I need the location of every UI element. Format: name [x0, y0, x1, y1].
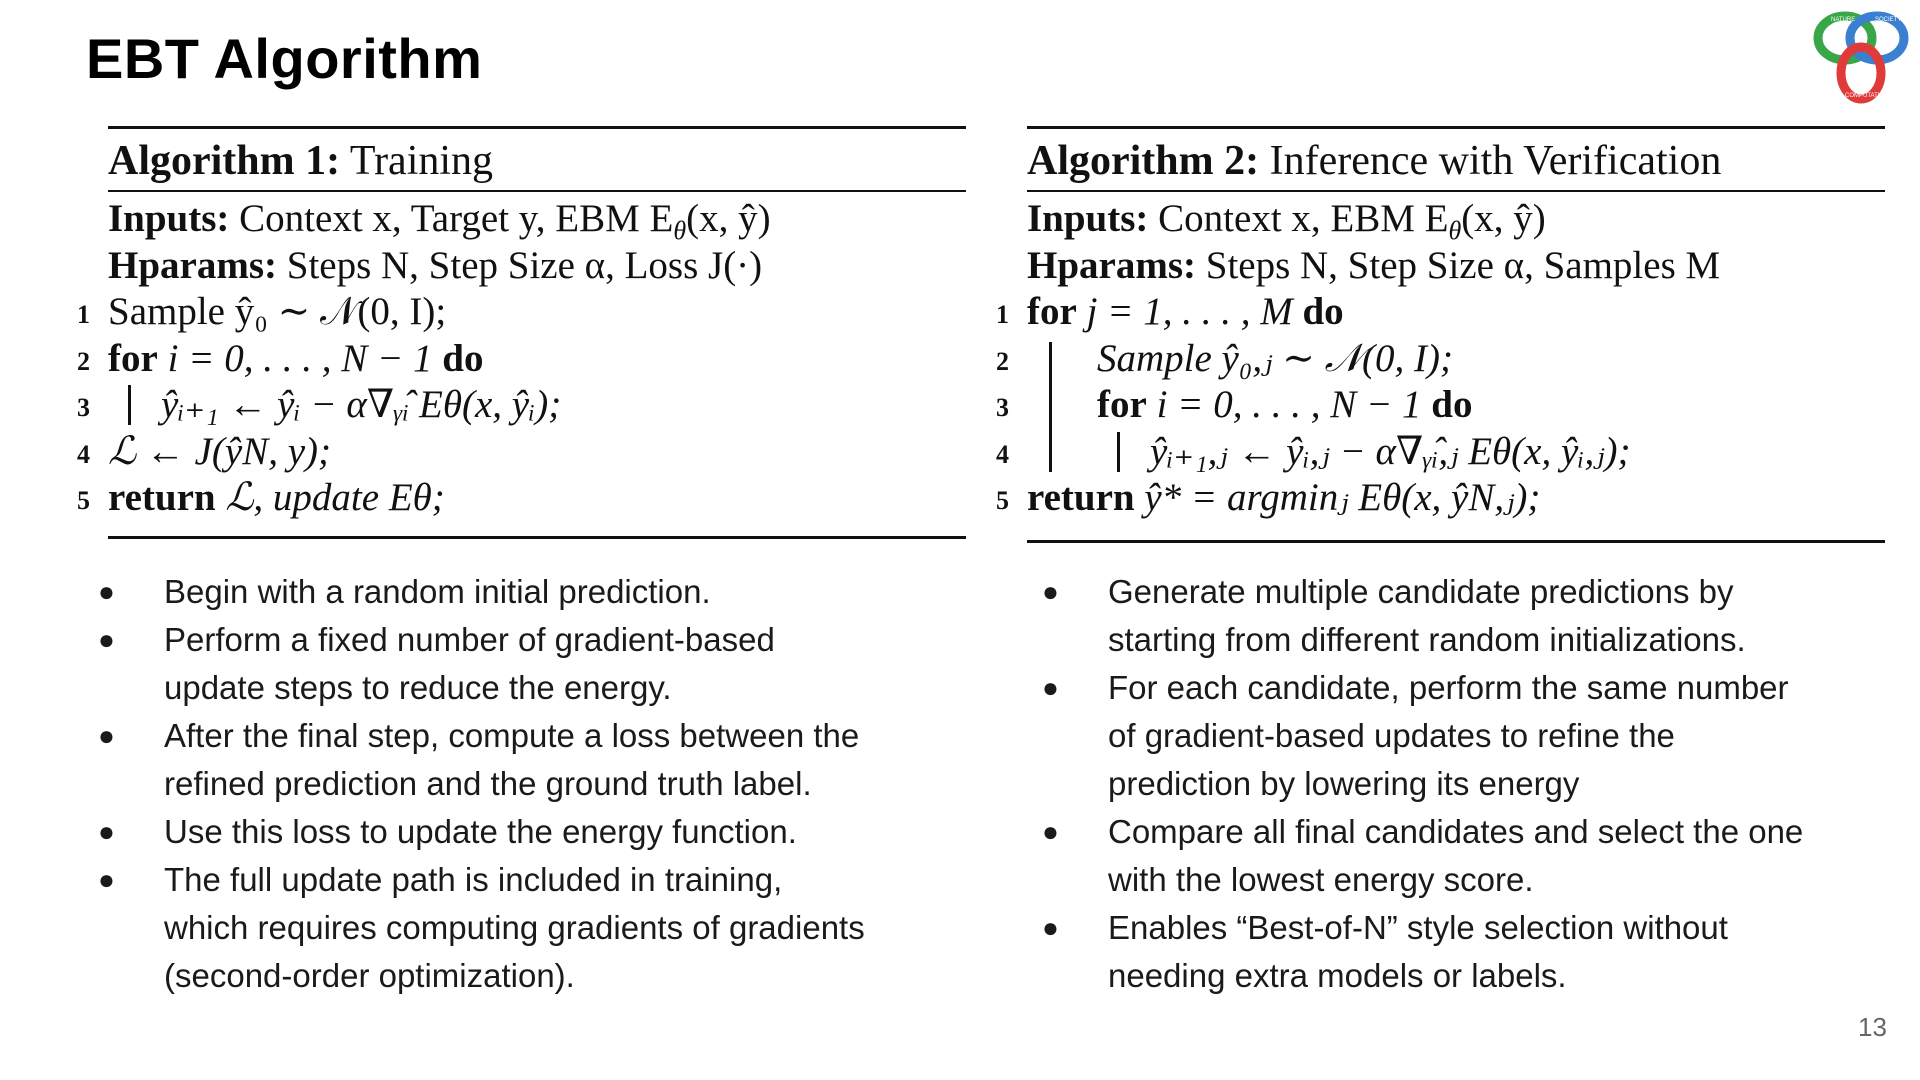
bullet-dot: ● — [98, 816, 115, 847]
algo1-inputs-tail: (x, ŷ) — [686, 197, 771, 240]
bullet-text: The full update path is included in training, — [164, 861, 783, 898]
keyword-return: return — [108, 476, 216, 519]
list-item — [96, 856, 956, 1000]
bullet-text: of gradient-based updates to refine the — [1108, 717, 1675, 754]
algo1-hparams-label: Hparams: — [108, 243, 277, 287]
bullet-text: Perform a fixed number of gradient-based — [164, 621, 775, 658]
algo2-inputs-text: Context x, EBM E — [1158, 197, 1449, 240]
right-bullet-list — [1040, 568, 1900, 1000]
indent-bar — [1117, 432, 1120, 472]
bullet-dot: ● — [1042, 816, 1059, 847]
line-number: 3 — [77, 393, 90, 422]
left-bullet-list — [96, 568, 956, 1000]
bullet-text: Compare all final candidates and select the one — [1108, 813, 1804, 850]
algo2-line-2 — [996, 336, 1885, 383]
line-number: 2 — [77, 346, 90, 376]
bullet-text: which requires computing gradients of gradients — [164, 909, 865, 946]
algo2-line-5 — [996, 475, 1885, 522]
line-number: 5 — [996, 486, 1009, 515]
bullet-text: starting from different random initializations. — [1108, 621, 1746, 658]
slide-title: EBT Algorithm — [86, 27, 483, 90]
bullet-text: Begin with a random initial prediction. — [164, 573, 711, 610]
algo1-inputs-line: Inputs: Context x, Target y, EBM $E_\theta(x$, ŷ) — [108, 197, 771, 245]
algo2-hparams-line — [1027, 243, 1885, 290]
algo1-line-5 — [77, 475, 966, 522]
keyword-do: do — [442, 336, 484, 380]
bullet-text: update steps to reduce the energy. — [164, 669, 672, 706]
bullet-text: with the lowest energy score. — [1108, 861, 1534, 898]
algo1-line-4-text: ℒ ← J(ŷN, y); — [108, 429, 331, 473]
nature-society-computation-logo — [1805, 5, 1915, 105]
algo1-hparams-line — [108, 243, 966, 290]
bullet-dot: ● — [98, 864, 115, 895]
bullet-text: For each candidate, perform the same number — [1108, 669, 1789, 706]
line-number: 1 — [77, 300, 90, 329]
algo2-header-title: Inference with Verification — [1269, 138, 1722, 184]
list-item — [1040, 808, 1900, 904]
logo-text-society: SOCIETY — [1875, 17, 1902, 23]
algo1-inputs-label: Inputs: — [108, 197, 230, 240]
algo2-line-3 — [996, 382, 1885, 429]
algo2-hparams-text: Steps N, Step Size α, Samples M — [1205, 243, 1721, 287]
algo1-inputs-text: Context x, Target y, EBM E — [239, 197, 674, 240]
keyword-do: do — [1431, 383, 1473, 426]
algo1-line-3 — [77, 382, 966, 429]
page-number: 13 — [1858, 1012, 1887, 1042]
logo-text-nature: NATURE — [1831, 17, 1856, 23]
for-loop-bar — [1049, 342, 1052, 472]
algo2-line-1-text: j = 1, . . . , M — [1086, 290, 1293, 333]
algo2-inputs-line: Inputs: Context x, EBM $E_\theta(x$, ŷ) — [1027, 197, 1546, 245]
list-item — [1040, 904, 1900, 1000]
line-number: 1 — [996, 300, 1009, 329]
keyword-for: for — [1097, 383, 1147, 426]
bullet-dot: ● — [98, 624, 115, 655]
algo2-line-2-text: Sample ŷ₀,ⱼ ∼ 𝒩(0, I); — [1097, 336, 1453, 380]
bullet-text: Generate multiple candidate predictions by — [1108, 573, 1734, 610]
algo1-line-5-text: ℒ, update Eθ; — [225, 476, 445, 519]
keyword-for: for — [108, 336, 158, 380]
bullet-text: needing extra models or labels. — [1108, 957, 1567, 994]
algo2-header-label: Algorithm 2: — [1027, 138, 1260, 184]
algo2-hparams-label: Hparams: — [1027, 243, 1196, 287]
algo2-line-4 — [996, 429, 1885, 476]
algo1-line-1-text: Sample ŷ₀ ∼ 𝒩(0, I); — [108, 290, 447, 333]
bullet-dot: ● — [98, 720, 115, 751]
list-item — [96, 808, 956, 856]
algo1-hparams-text: Steps N, Step Size α, Loss J(·) — [286, 243, 763, 287]
algo1-line-3-text: ŷᵢ₊₁ ← ŷᵢ − α∇ᵧ̂ᵢ Eθ(x, ŷᵢ); — [161, 383, 562, 426]
logo-text-computation: COMPUTATION — [1845, 93, 1889, 99]
algo2-line-3-text: i = 0, . . . , N − 1 — [1156, 383, 1422, 426]
algo2-line-1 — [996, 289, 1885, 336]
algo2-bottom-rule — [1027, 540, 1885, 543]
bullet-dot: ● — [1042, 672, 1059, 703]
list-item — [1040, 664, 1900, 808]
line-number: 3 — [996, 393, 1009, 422]
bullet-text: prediction by lowering its energy — [1108, 765, 1580, 802]
bullet-text: refined prediction and the ground truth label. — [164, 765, 812, 802]
algo1-header-title: Training — [349, 138, 494, 184]
algo1-line-2-text: i = 0, . . . , N − 1 — [167, 336, 433, 380]
algo2-header — [1027, 129, 1885, 190]
line-number: 4 — [77, 439, 90, 469]
line-number: 4 — [996, 439, 1009, 469]
algo2-body — [996, 192, 1885, 540]
algo2-line-4-text: ŷᵢ₊₁,ⱼ ← ŷᵢ,ⱼ − α∇ᵧ̂ᵢ,ⱼ Eθ(x, ŷᵢ,ⱼ); — [1150, 429, 1631, 473]
bullet-dot: ● — [1042, 912, 1059, 943]
list-item — [1040, 568, 1900, 664]
bullet-dot: ● — [98, 576, 115, 607]
keyword-for: for — [1027, 290, 1077, 333]
bullet-dot: ● — [1042, 576, 1059, 607]
algorithm-1-box — [77, 126, 966, 539]
algo1-body — [77, 192, 966, 536]
algo2-inputs-label: Inputs: — [1027, 197, 1149, 240]
algo1-line-4 — [77, 429, 966, 476]
bullet-text: Enables “Best-of-N” style selection without — [1108, 909, 1728, 946]
algo2-line-5-text: ŷ* = argminⱼ Eθ(x, ŷN,ⱼ); — [1144, 476, 1541, 519]
list-item — [96, 712, 956, 808]
algorithm-2-box — [996, 126, 1885, 543]
algo2-inputs-tail: (x, ŷ) — [1461, 197, 1546, 240]
algo1-line-1 — [77, 289, 966, 336]
list-item — [96, 568, 956, 616]
indent-bar — [128, 385, 131, 425]
algo1-line-2 — [77, 336, 966, 383]
keyword-do: do — [1302, 290, 1344, 333]
algo1-header-label: Algorithm 1: — [108, 138, 341, 184]
keyword-return: return — [1027, 476, 1135, 519]
line-number: 5 — [77, 486, 90, 515]
bullet-text: (second-order optimization). — [164, 957, 575, 994]
line-number: 2 — [996, 346, 1009, 376]
algo1-header — [108, 129, 966, 190]
list-item — [96, 616, 956, 712]
algo1-bottom-rule — [108, 536, 966, 539]
bullet-text: Use this loss to update the energy function. — [164, 813, 797, 850]
bullet-text: After the final step, compute a loss between the — [164, 717, 860, 754]
